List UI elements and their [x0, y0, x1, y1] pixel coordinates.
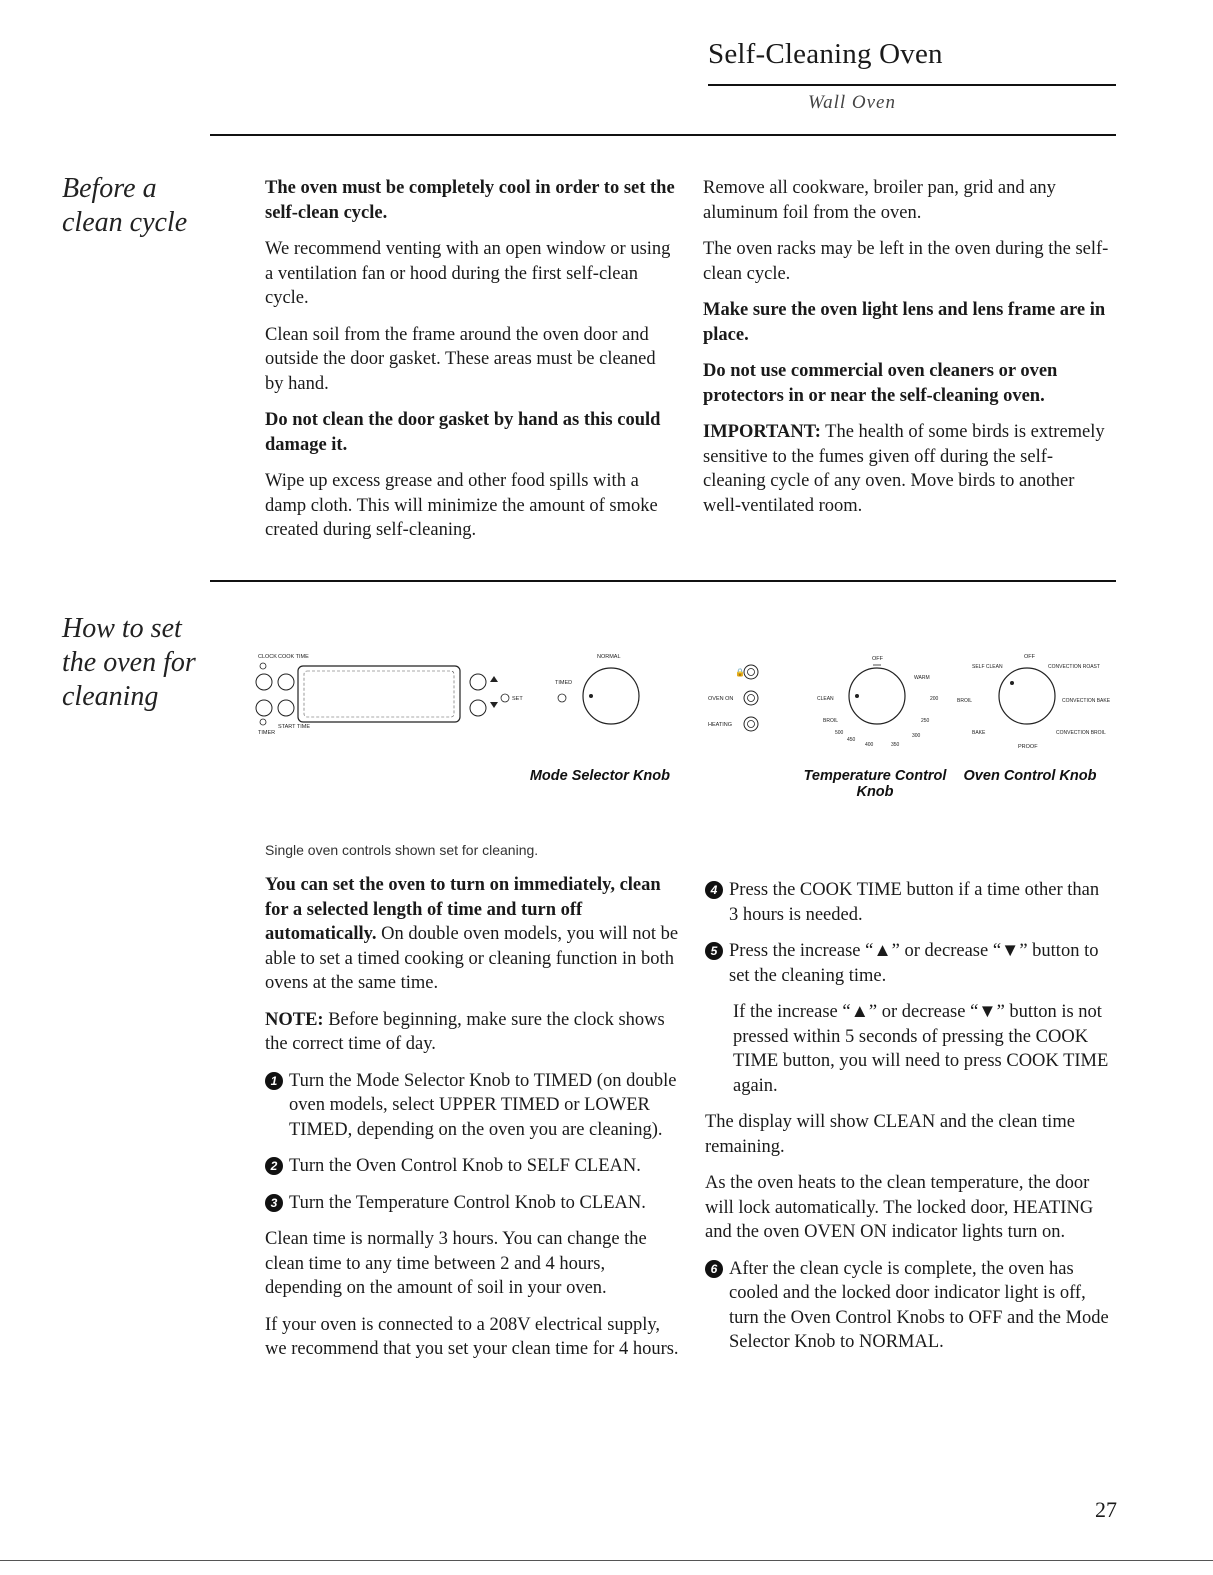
timer-button[interactable] [256, 700, 272, 716]
timer-icon [260, 719, 266, 725]
note-text: Before beginning, make sure the clock shows the correct time of day. [265, 1009, 665, 1054]
step-item [265, 1191, 679, 1216]
temp-450-label: 450 [847, 737, 856, 743]
important-text: The health of some birds is extremely sensitive to the fumes given off during the self-cleaning cycle of any oven. Move birds to another well-ventilated room. [703, 422, 1105, 516]
oven-off-label: OFF [1024, 654, 1035, 660]
timed-label: TIMED [555, 680, 573, 686]
step-item [705, 1257, 1110, 1355]
paragraph: Remove all cookware, broiler pan, grid and any aluminum foil from the oven. [703, 178, 1056, 223]
step-text: Turn the Mode Selector Knob to TIMED (on double oven models, select UPPER TIMED or LOWER TIMED, depending on the oven you are cleaning). [289, 1070, 677, 1140]
temperature-caption-line1: Temperature Control [803, 768, 947, 784]
temp-knob-indicator [855, 694, 859, 698]
step-item [265, 1069, 679, 1143]
page-subtitle: Wall Oven [808, 92, 896, 113]
cook-time-button[interactable] [278, 674, 294, 690]
oven-on-label: OVEN ON [708, 696, 734, 702]
temp-warm-label: WARM [914, 675, 930, 681]
intro-paragraph [265, 873, 679, 996]
temperature-control-caption [790, 768, 960, 800]
oven-on-light [744, 691, 758, 705]
mode-selector-caption: Mode Selector Knob [529, 768, 670, 784]
control-panel-figure [250, 636, 1120, 756]
heats-paragraph: As the oven heats to the clean temperature, the door will lock automatically. The locked door, HEATING and the oven OVEN ON indicator lights turn on. [705, 1173, 1094, 1242]
display-paragraph: The display will show CLEAN and the clean time remaining. [705, 1112, 1075, 1157]
locked-door-light-inner [748, 669, 755, 676]
lock-icon: 🔒 [735, 668, 745, 677]
note-label: NOTE: [265, 1009, 324, 1030]
self-clean-label: SELF CLEAN [972, 664, 1003, 670]
start-time-label: START TIME [278, 724, 310, 730]
intro-rest: On double oven models, you will not be able to set a timed cooking or cleaning function in both ovens at the same time. [265, 924, 679, 993]
heating-light-inner [748, 721, 755, 728]
temp-400-label: 400 [865, 742, 874, 748]
temperature-caption-line2: Knob [856, 784, 894, 800]
step-text: Press the COOK TIME button if a time other than 3 hours is needed. [729, 880, 1100, 925]
bottom-rule [0, 1560, 1213, 1561]
page-title: Self-Cleaning Oven [708, 38, 943, 70]
clock-button[interactable] [256, 674, 272, 690]
important-label: IMPORTANT: [703, 422, 821, 442]
temp-350-label: 350 [891, 742, 900, 748]
temp-300-label: 300 [912, 733, 921, 739]
208v-paragraph: If your oven is connected to a 208V electrical supply, we recommend that you set your clean time for 4 hours. [265, 1314, 679, 1359]
temp-broil-label: BROIL [823, 718, 839, 724]
note-paragraph [265, 1008, 679, 1057]
step-item [705, 939, 1110, 988]
figure-note: Single oven controls shown set for cleaning. [265, 842, 539, 858]
step-number-badge: 3 [265, 1194, 283, 1212]
oven-control-caption: Oven Control Knob [963, 768, 1097, 784]
section2-right-column [705, 878, 1110, 1367]
timed-clock-icon [558, 694, 566, 702]
normal-label: NORMAL [597, 654, 621, 660]
step-number-badge: 6 [705, 1260, 723, 1278]
paragraph: Do not use commercial oven cleaners or oven protectors in or near the self-cleaning oven. [703, 361, 1058, 406]
paragraph: Make sure the oven light lens and lens frame are in place. [703, 300, 1106, 345]
paragraph: We recommend venting with an open window or using a ventilation fan or hood during the first self-clean cycle. [265, 239, 671, 308]
step-number-badge: 2 [265, 1157, 283, 1175]
locked-door-light [744, 665, 758, 679]
step-text: Turn the Oven Control Knob to SELF CLEAN. [289, 1156, 641, 1176]
paragraph: Clean soil from the frame around the oven door and outside the door gasket. These areas must be cleaned by hand. [265, 324, 656, 394]
step-number-badge: 1 [265, 1072, 283, 1090]
clock-label: CLOCK [258, 654, 277, 660]
section1-rule [210, 134, 1116, 136]
important-paragraph [703, 420, 1113, 518]
start-time-button[interactable] [278, 700, 294, 716]
convection-bake-label: CONVECTION BAKE [1062, 698, 1111, 704]
temp-off-label: OFF [872, 656, 883, 662]
step-number-badge: 4 [705, 881, 723, 899]
oven-knob-indicator [1010, 681, 1014, 685]
convection-roast-label: CONVECTION ROAST [1048, 664, 1100, 670]
section2-rule [210, 580, 1116, 582]
step5-detail: If the increase “▲” or decrease “▼” button is not pressed within 5 seconds of pressing the COOK TIME button, you will need to press COOK TIME again. [733, 1002, 1109, 1096]
increase-button[interactable] [470, 674, 486, 690]
step-text: After the clean cycle is complete, the oven has cooled and the locked door indicator light is off, turn the Oven Control Knobs to OFF and the Mode Selector Knob to NORMAL. [729, 1258, 1109, 1352]
clean-time-paragraph: Clean time is normally 3 hours. You can change the clean time to any time between 2 and 4 hours, depending on the amount of soil in your oven. [265, 1229, 647, 1298]
decrease-arrow-icon [490, 702, 498, 708]
step-text: Press the increase “▲” or decrease “▼” button to set the cleaning time. [729, 941, 1099, 986]
display-inner [304, 671, 454, 717]
paragraph: The oven racks may be left in the oven during the self-clean cycle. [703, 239, 1109, 284]
proof-label: PROOF [1018, 744, 1038, 750]
section1-left-column [265, 176, 677, 555]
step-text: Turn the Temperature Control Knob to CLEAN. [289, 1192, 646, 1213]
display-window [298, 666, 460, 722]
oven-control-knob[interactable] [999, 668, 1055, 724]
section1-right-column [703, 176, 1113, 530]
temp-clean-label: CLEAN [817, 696, 834, 702]
set-clock-icon [501, 694, 509, 702]
set-label: SET [512, 696, 523, 702]
step-number-badge: 5 [705, 942, 723, 960]
bake-label: BAKE [972, 730, 986, 736]
step-item [705, 878, 1110, 927]
clock-icon [260, 663, 266, 669]
paragraph: Wipe up excess grease and other food spills with a damp cloth. This will minimize the amount of smoke created during self-cleaning. [265, 471, 658, 540]
paragraph: Do not clean the door gasket by hand as this could damage it. [265, 410, 661, 455]
mode-knob-indicator [589, 694, 593, 698]
title-rule [708, 84, 1116, 86]
step-item [265, 1154, 679, 1179]
timer-label: TIMER [258, 730, 276, 736]
heating-label: HEATING [708, 722, 733, 728]
temp-250-label: 250 [921, 718, 930, 724]
decrease-button[interactable] [470, 700, 486, 716]
heating-light [744, 717, 758, 731]
cook-time-label: COOK TIME [278, 654, 309, 660]
increase-arrow-icon [490, 676, 498, 682]
temp-200-label: 200 [930, 696, 939, 702]
section2-heading: How to set the oven for cleaning [62, 613, 196, 712]
paragraph: The oven must be completely cool in order to set the self-clean cycle. [265, 178, 675, 223]
page-number: 27 [1095, 1497, 1117, 1522]
intro-bold: You can set the oven to turn on immediately, clean for a selected length of time and turn off automatically. [265, 875, 661, 944]
convection-broil-label: CONVECTION BROIL [1056, 730, 1106, 736]
broil-label: BROIL [957, 698, 973, 704]
oven-on-light-inner [748, 695, 755, 702]
temp-500-label: 500 [835, 730, 844, 736]
section1-heading: Before a clean cycle [62, 173, 188, 238]
section2-left-column [265, 873, 679, 1374]
